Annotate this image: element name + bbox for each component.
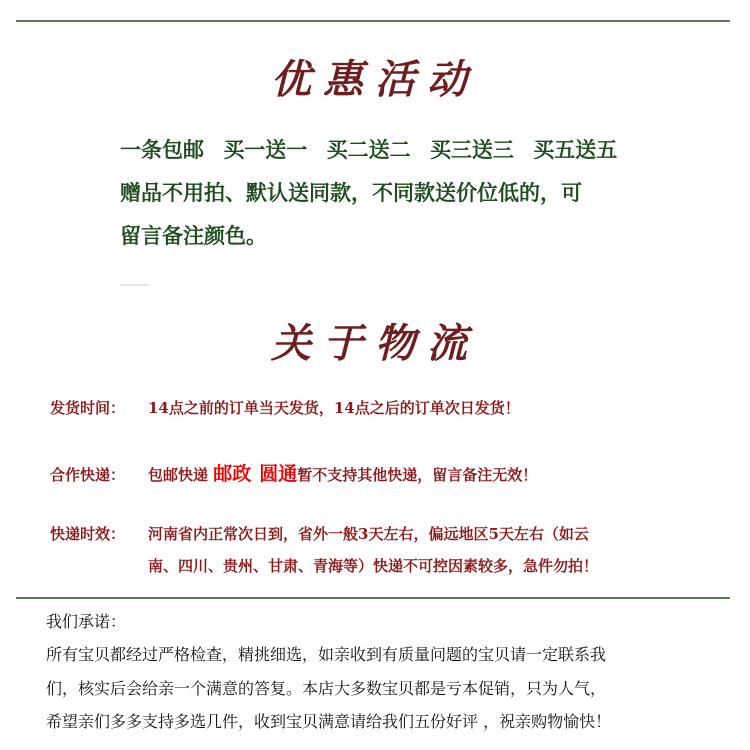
offer-buy1-get1: 买一送一: [223, 137, 308, 162]
promise-line-1: 所有宝贝都经过严格检查，精挑细选，如亲收到有质量问题的宝贝请一定联系我: [46, 645, 607, 664]
offer-buy5-get5: 买五送五: [533, 137, 618, 162]
offer-buy2-get2: 买二送二: [326, 137, 411, 162]
ship-time-row: [50, 392, 740, 424]
promise-line-3: 希望亲们多多支持多选几件，收到宝贝满意请给我们五份好评 ，祝亲购物愉快！: [46, 712, 612, 731]
top-divider: [16, 20, 730, 22]
courier-prefix: 包邮快递: [148, 466, 209, 484]
offer-free-shipping: 一条包邮: [120, 137, 204, 162]
timing-row: [50, 518, 740, 550]
promise-line-2: 们，核实后会给亲一个满意的答复。本店大多数宝贝都是亏本促销，只为人气，: [46, 679, 607, 698]
promise-heading: 我们承诺：: [46, 612, 127, 631]
timing-row-2: [50, 550, 740, 582]
courier-suffix: 暂不支持其他快递，留言备注无效！: [297, 466, 538, 484]
courier-yto: 圆通: [259, 463, 298, 485]
timing-line-1: 河南省内正常次日到，省外一般3天左右，偏远地区5天左右（如云: [148, 525, 589, 543]
ship-time-label: 发货时间：: [50, 399, 126, 417]
logistics-title: 关于物流: [271, 320, 479, 367]
offer-buy3-get3: 买三送三: [429, 137, 514, 162]
bottom-divider: [16, 597, 730, 599]
promo-title: 优惠活动: [271, 56, 479, 103]
timing-line-2: 南、四川、贵州、甘肃、青海等）快递不可控因素较多，急件勿拍！: [148, 557, 599, 575]
courier-row: [50, 458, 740, 491]
promo-line-3: 留言备注颜色。: [120, 223, 267, 248]
courier-label: 合作快递：: [50, 466, 126, 484]
timing-label: 快递时效：: [50, 525, 126, 543]
ship-time-text: 14点之前的订单当天发货，14点之后的订单次日发货！: [148, 399, 520, 417]
faint-divider: [120, 284, 148, 286]
promo-line-2: 赠品不用拍、默认送同款，不同款送价位低的，可: [120, 180, 582, 205]
courier-ems: 邮政: [213, 463, 252, 485]
promo-line-1: [120, 128, 720, 172]
